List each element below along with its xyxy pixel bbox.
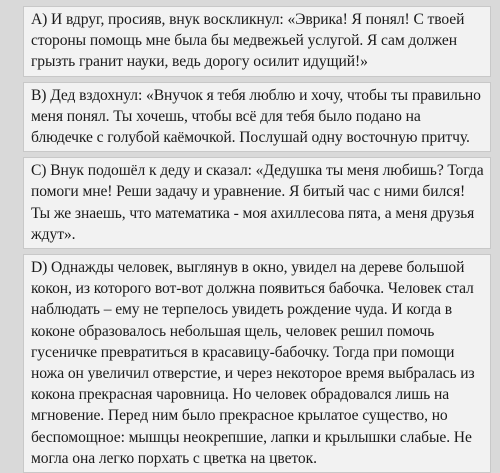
paragraph-a: A) И вдруг, просияв, внук воскликнул: «Эврика! Я понял! С твоей стороны помощь мне была бы медвежьей услугой. Я сам должен грызть гранит науки, ведь дорогу осилит идущий!» [23,6,491,77]
paragraph-b: B) Дед вздохнул: «Внучок я тебя люблю и хочу, чтобы ты правильно меня понял. Ты хочешь, чтобы всё для тебя было подано на блюдечке с голубой каёмочкой. Послушай одну восточную притчу. [23,82,491,153]
paragraph-d: D) Однажды человек, выглянув в окно, увидел на дереве большой кокон, из которого вот-вот должна появиться бабочка. Человек стал наблюдать – ему не терпелось увидеть рождение чуда. И когда в коконе образовалось небольшая щель, человек решил помочь гусеничке превратиться в красавицу-бабочку. Тогда при помощи ножа он увеличил отверстие, и через некоторое время выбралась из кокона прекрасная чаровница. Но человек обрадовался лишь на мгновение. Перед ним было прекрасное крылатое существо, но беспомощное: мышцы неокрепшие, лапки и крылышки слабые. Не могла она легко порхать с цветка на цветок. [23,254,491,473]
paragraph-c: C) Внук подошёл к деду и сказал: «Дедушка ты меня любишь? Тогда помоги мне! Реши задачу и уравнение. Я битый час с ними бился! Ты же знаешь, что математика - моя ахиллесова пята, а меня друзья ждут». [23,157,491,249]
